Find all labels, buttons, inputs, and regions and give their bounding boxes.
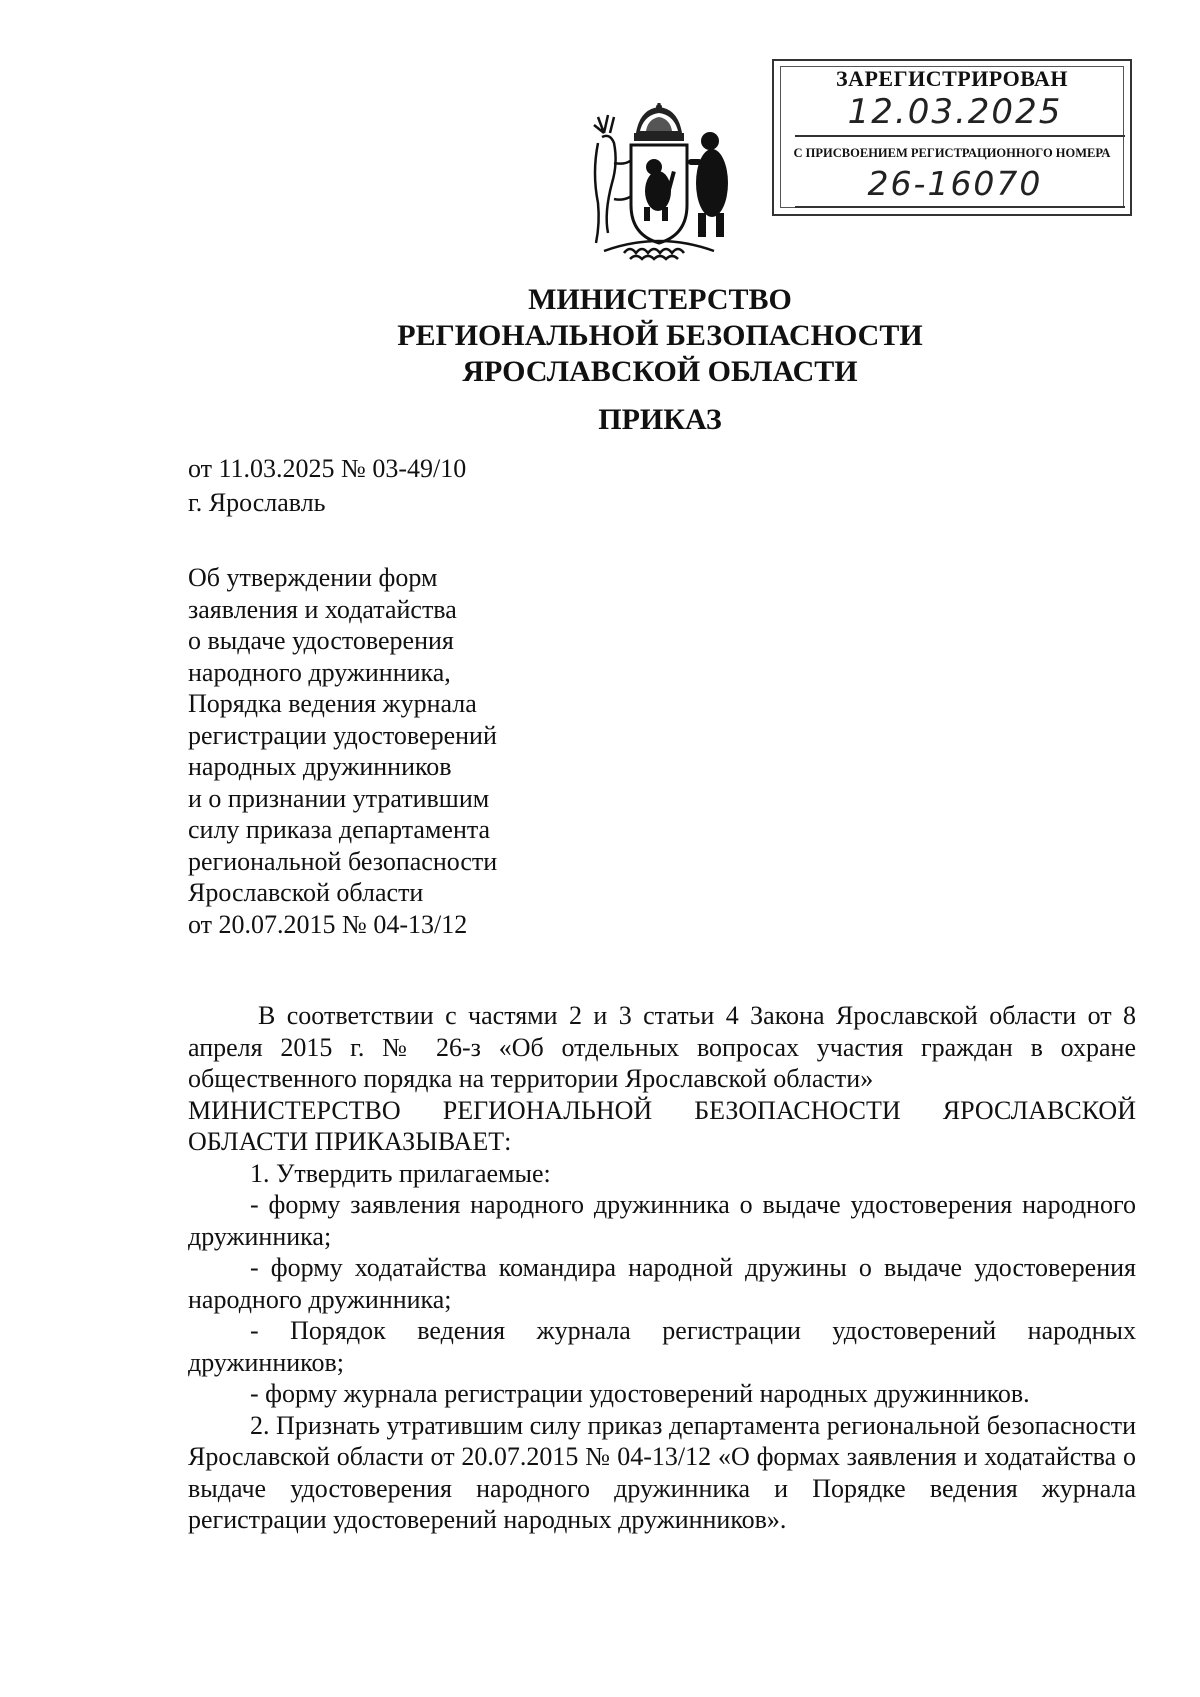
- stamp-date: 12.03.2025: [847, 92, 1063, 132]
- subject-line: региональной безопасности: [188, 846, 498, 876]
- item-1-a: - форму заявления народного дружинника о выдаче удостоверения народного дружинника;: [188, 1190, 1136, 1251]
- subject-line: Об утверждении форм: [188, 563, 438, 592]
- item-1: 1. Утвердить прилагаемые:: [250, 1158, 551, 1188]
- header-line-2: РЕГИОНАЛЬНОЙ БЕЗОПАСНОСТИ: [397, 319, 923, 352]
- document-meta: [188, 452, 466, 520]
- deer-supporter-icon: [594, 115, 630, 243]
- stamp-subtitle: С ПРИСВОЕНИЕМ РЕГИСТРАЦИОННОГО НОМЕРА: [793, 146, 1111, 160]
- item-2: 2. Признать утратившим силу приказ департамента региональной безопасности Ярославской области от 20.07.2015 № 04-13/12 «О формах заявления и ходатайства о выдаче удостоверения народного дружинника и Порядке ведения журнала регистрации удостоверений народных дружинников».: [188, 1410, 1136, 1534]
- header-line-3: ЯРОСЛАВСКОЙ ОБЛАСТИ: [462, 355, 858, 388]
- preamble-paragraph: В соответствии с частями 2 и 3 статьи 4 Закона Ярославской области от 8 апреля 2015 г. № 26-з «Об отдельных вопросах участия граждан в охране общественного порядка на территории Ярославской области»: [188, 1001, 1136, 1093]
- subject-line: и о признании утратившим: [188, 783, 490, 813]
- stamp-title: ЗАРЕГИСТРИРОВАН: [835, 66, 1069, 91]
- subject-line: регистрации удостоверений: [188, 720, 497, 750]
- crown-icon: [634, 103, 684, 141]
- coat-of-arms-icon: [584, 103, 734, 265]
- item-1-b: - форму ходатайства командира народной дружины о выдаче удостоверения народного дружинника;: [188, 1253, 1136, 1314]
- subject-line: Ярославской области: [188, 878, 424, 907]
- stamp-underline-date: [795, 135, 1125, 137]
- ministry-header: [300, 282, 1020, 390]
- subject-line: силу приказа департамента: [188, 815, 491, 844]
- item-1-d: - форму журнала регистрации удостоверений народных дружинников.: [250, 1379, 1030, 1408]
- document-type: ПРИКАЗ: [598, 403, 722, 436]
- stamp-registration-number: 26-16070: [867, 164, 1043, 203]
- decree-paragraph: МИНИСТЕРСТВО РЕГИОНАЛЬНОЙ БЕЗОПАСНОСТИ ЯРОСЛАВСКОЙ ОБЛАСТИ ПРИКАЗЫВАЕТ:: [188, 1095, 1136, 1156]
- subject-line: о выдаче удостоверения: [188, 626, 454, 655]
- stamp-underline-number: [795, 206, 1125, 208]
- subject-line: Порядка ведения журнала: [188, 689, 477, 718]
- item-1-c: - Порядок ведения журнала регистрации удостоверений народных дружинников;: [188, 1316, 1136, 1377]
- header-line-1: МИНИСТЕРСТВО: [528, 283, 792, 316]
- subject-line: заявления и ходатайства: [188, 594, 457, 624]
- city: г. Ярославль: [188, 488, 326, 517]
- bear-supporter-icon: [688, 132, 728, 237]
- subject-line: народного дружинника,: [188, 657, 451, 687]
- document-subject: [188, 562, 608, 940]
- document-body: [188, 1000, 1136, 1536]
- subject-line: народных дружинников: [188, 752, 452, 781]
- date-number: от 11.03.2025 № 03-49/10: [188, 454, 467, 483]
- subject-line: от 20.07.2015 № 04-13/12: [188, 909, 468, 939]
